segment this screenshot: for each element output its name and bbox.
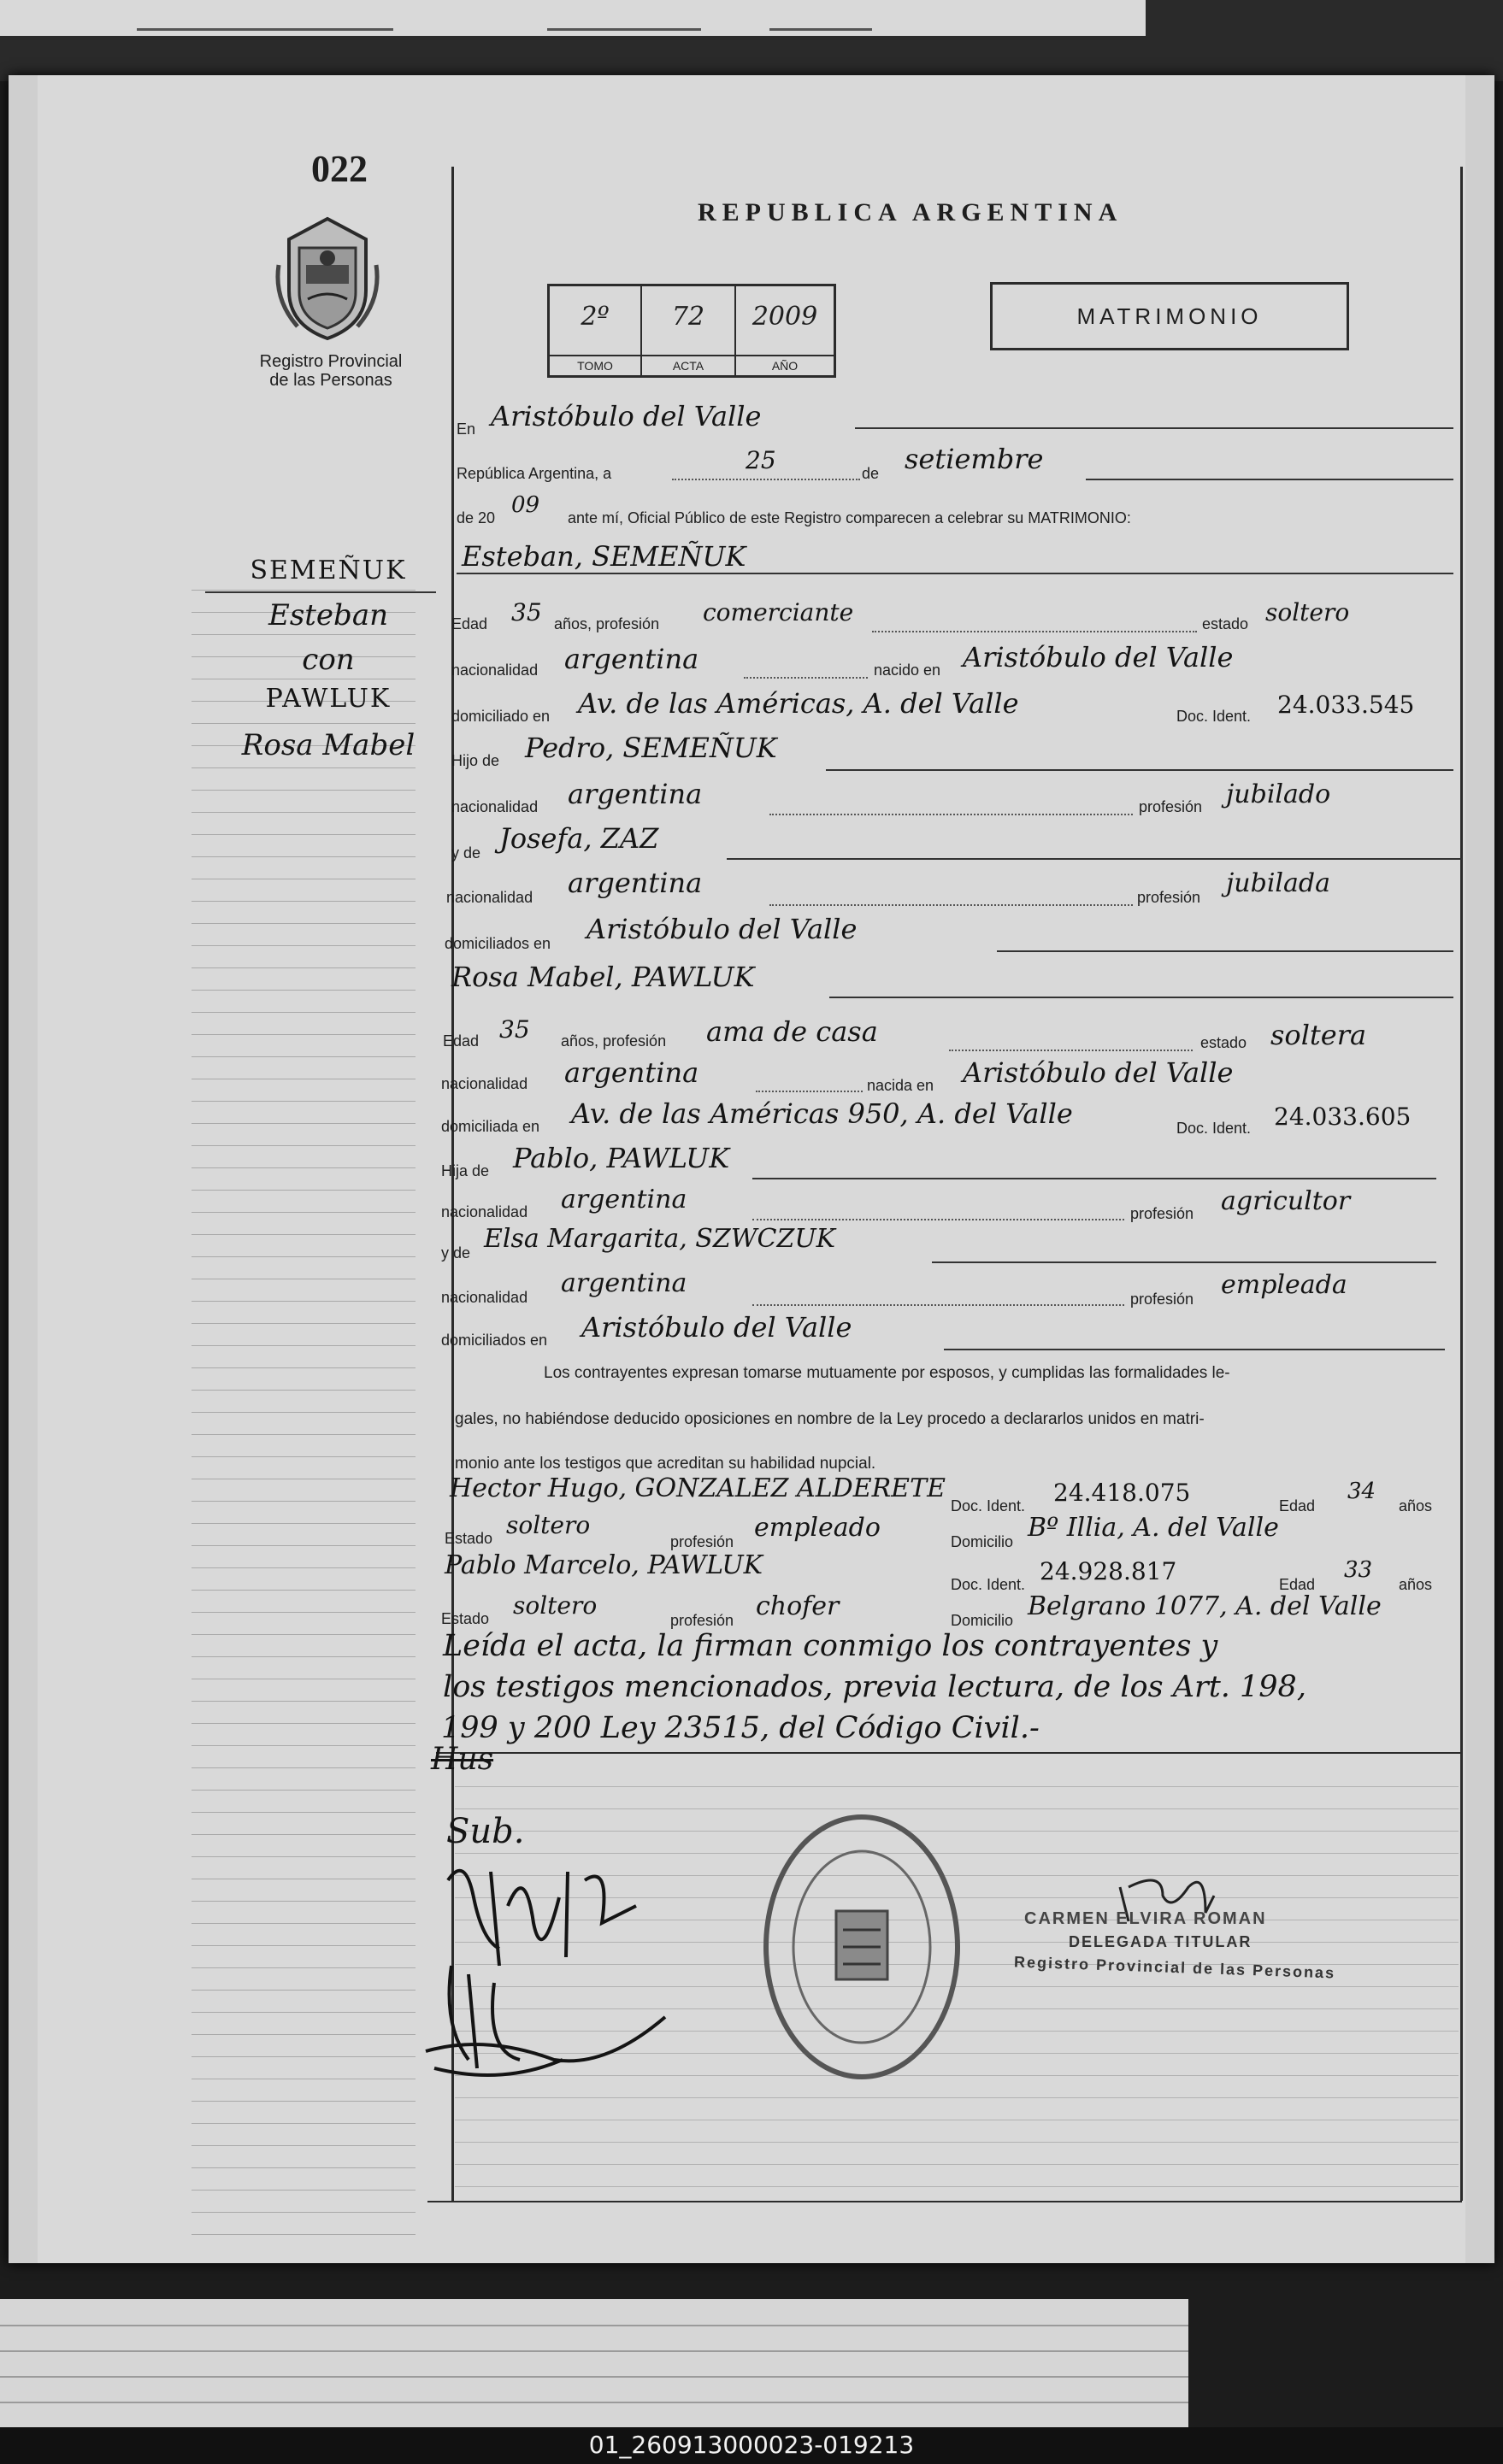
right-column-rule — [1460, 167, 1463, 2201]
label-groom-doc: Doc. Ident. — [1176, 708, 1252, 725]
ruled-line — [455, 2164, 1459, 2165]
bride-mother-profession: empleada — [1221, 1270, 1347, 1300]
ruled-line — [192, 1434, 416, 1435]
ceremony-year-suffix: 09 — [511, 492, 540, 518]
ruled-line — [192, 1923, 416, 1924]
witness1-profession: empleado — [754, 1513, 881, 1543]
groom-status: soltero — [1265, 598, 1350, 626]
ruled-line — [455, 2186, 1459, 2187]
ruled-line — [192, 923, 416, 924]
coat-of-arms-icon — [272, 214, 383, 342]
groom-profession: comerciante — [703, 598, 854, 626]
witness2-age: 33 — [1344, 1557, 1373, 1583]
label-groom-status: estado — [1202, 615, 1249, 632]
closing-line-3: 199 y 200 Ley 23515, del Código Civil.- — [441, 1711, 1040, 1745]
next-page-edge — [0, 2299, 1188, 2436]
strikethrough-mark: Hus — [431, 1742, 494, 1777]
witness2-profession: chofer — [756, 1591, 840, 1621]
ruled-line — [192, 2145, 416, 2146]
ruled-line — [192, 1256, 416, 1257]
ruled-line — [192, 1145, 416, 1146]
image-id: 01_260913000023-019213 — [588, 2431, 915, 2459]
ruled-line — [192, 1234, 416, 1235]
groom-doc: 24.033.545 — [1277, 691, 1415, 719]
act-type: MATRIMONIO — [990, 282, 1349, 350]
groom-nationality: argentina — [564, 643, 699, 675]
label-bride-doc: Doc. Ident. — [1176, 1120, 1252, 1137]
ruled-line — [192, 1612, 416, 1613]
bride-profession: ama de casa — [706, 1015, 878, 1048]
ruled-line — [455, 2142, 1459, 2143]
label-bride-years-profession: años, profesión — [561, 1032, 667, 1050]
label-groom-years-profession: años, profesión — [554, 615, 660, 632]
ruled-line — [192, 1367, 416, 1368]
ruled-line — [192, 1701, 416, 1702]
ruled-line — [192, 2123, 416, 2124]
witness2-status: soltero — [513, 1591, 598, 1620]
groom-father-profession: jubilado — [1226, 779, 1331, 809]
groom-father: Pedro, SEMEÑUK — [525, 732, 777, 764]
bride-doc: 24.033.605 — [1274, 1103, 1412, 1131]
ruled-line — [192, 1345, 416, 1346]
ceremony-day: 25 — [746, 446, 776, 474]
ruled-line — [192, 990, 416, 991]
witness1-doc: 24.418.075 — [1053, 1479, 1191, 1507]
label-groom-nationality: nacionalidad — [451, 662, 539, 679]
label-groom-father-profession: profesión — [1139, 798, 1203, 815]
subscription-mark: Sub. — [446, 1812, 525, 1851]
groom-mother-profession: jubilada — [1226, 868, 1330, 898]
witness1-status: soltero — [506, 1511, 591, 1539]
ruled-line — [192, 812, 416, 813]
margin-bride-name: Rosa Mabel — [241, 728, 416, 762]
label-country: República Argentina, a — [457, 465, 612, 482]
label-witness2-age: Edad — [1279, 1576, 1316, 1593]
ruled-line — [192, 2190, 416, 2191]
label-witness1-years: años — [1399, 1497, 1433, 1514]
bride-name: Rosa Mabel, PAWLUK — [451, 961, 755, 993]
declaration-line-3: monio ante los testigos que acreditan su habilidad nupcial. — [455, 1455, 876, 1473]
ruled-line — [192, 1390, 416, 1391]
ruled-line — [192, 1567, 416, 1568]
bride-mother: Elsa Margarita, SZWCZUK — [484, 1224, 836, 1254]
groom-father-nationality: argentina — [568, 778, 703, 810]
ruled-line — [192, 1945, 416, 1946]
ruled-line — [192, 1634, 416, 1635]
label-bride-daughter-of: Hija de — [441, 1162, 490, 1179]
year-value: 2009 — [752, 302, 818, 332]
ruled-line — [192, 2034, 416, 2035]
ruled-line — [192, 1167, 416, 1168]
signature-bride — [417, 1957, 674, 2094]
ruled-line — [455, 1786, 1459, 1787]
label-bride-mother-profession: profesión — [1130, 1291, 1194, 1308]
closing-line-1: Leída el acta, la firman conmigo los contrayentes y — [443, 1629, 1218, 1663]
margin-groom-name: Esteban — [268, 598, 388, 632]
closing-rule — [436, 1752, 1460, 1754]
ruled-line — [192, 2012, 416, 2013]
declaration-line-1: Los contrayentes expresan tomarse mutuamente por esposos, y cumplidas las formalidades le- — [544, 1364, 1230, 1382]
registry-seal — [759, 1810, 964, 2084]
ruled-line — [192, 2101, 416, 2102]
label-bride-father-profession: profesión — [1130, 1205, 1194, 1222]
ruled-line — [192, 1967, 416, 1968]
bride-parents-domicile: Aristóbulo del Valle — [581, 1311, 852, 1344]
ruled-line — [192, 856, 416, 857]
official-office: Registro Provincial de las Personas — [1013, 1953, 1336, 1982]
margin-connector: con — [302, 643, 355, 677]
groom-parents-domicile: Aristóbulo del Valle — [586, 913, 858, 945]
form-number: 022 — [311, 148, 368, 190]
label-witness1-doc: Doc. Ident. — [951, 1497, 1026, 1514]
witness2-name: Pablo Marcelo, PAWLUK — [445, 1550, 763, 1580]
witness1-name: Hector Hugo, GONZALEZ ALDERETE — [450, 1473, 946, 1503]
act-value: 72 — [671, 302, 705, 332]
label-bride-parents-domicile: domiciliados en — [441, 1332, 548, 1349]
ruled-line — [192, 834, 416, 835]
label-witness2-status: Estado — [441, 1610, 490, 1627]
act-cell — [642, 286, 736, 375]
ruled-line — [192, 1301, 416, 1302]
ruled-line — [192, 1034, 416, 1035]
label-bride-born: nacida en — [867, 1077, 934, 1094]
label-witness2-doc: Doc. Ident. — [951, 1576, 1026, 1593]
label-bride-father-nationality: nacionalidad — [441, 1203, 528, 1220]
bride-nationality: argentina — [564, 1056, 699, 1089]
groom-birthplace: Aristóbulo del Valle — [963, 641, 1234, 673]
groom-mother: Josefa, ZAZ — [499, 822, 659, 855]
ruled-line — [192, 945, 416, 946]
label-groom-domicile: domiciliado en — [451, 708, 551, 725]
volume-value: 2º — [581, 302, 610, 332]
ceremony-month: setiembre — [905, 443, 1044, 475]
act-caption: ACTA — [642, 355, 734, 375]
signature-groom — [439, 1846, 645, 1974]
label-bride-domicile: domiciliada en — [441, 1118, 540, 1135]
groom-mother-nationality: argentina — [568, 867, 703, 899]
label-bride-age: Edad — [443, 1032, 480, 1050]
label-witness2-domicile: Domicilio — [951, 1612, 1014, 1629]
volume-caption: TOMO — [550, 355, 640, 375]
ruled-line — [192, 1656, 416, 1657]
bride-father-profession: agricultor — [1221, 1186, 1351, 1216]
label-groom-and-of: y de — [451, 844, 481, 862]
ruled-line — [192, 767, 416, 768]
ceremony-place: Aristóbulo del Valle — [491, 400, 762, 432]
groom-name: Esteban, SEMEÑUK — [462, 540, 746, 573]
bride-father-nationality: argentina — [561, 1185, 687, 1214]
groom-domicile: Av. de las Américas, A. del Valle — [578, 687, 1019, 720]
ruled-line — [192, 2167, 416, 2168]
official-name: CARMEN ELVIRA ROMAN — [1024, 1909, 1267, 1928]
ruled-line — [192, 1790, 416, 1791]
appearance-text: ante mí, Oficial Público de este Registro comparecen a celebrar su MATRIMONIO: — [568, 509, 1131, 526]
bottom-rule — [427, 2201, 1462, 2202]
label-year-prefix: de 20 — [457, 509, 496, 526]
ruled-line — [192, 1523, 416, 1524]
ruled-line — [192, 1590, 416, 1591]
ruled-line — [192, 1723, 416, 1724]
label-witness2-years: años — [1399, 1576, 1433, 1593]
ruled-line — [192, 1545, 416, 1546]
declaration-line-2: gales, no habiéndose deducido oposiciones en nombre de la Ley procedo a declararlos unidos en matri- — [455, 1410, 1205, 1428]
label-witness1-domicile: Domicilio — [951, 1533, 1014, 1550]
ruled-line — [192, 1012, 416, 1013]
ruled-line — [192, 790, 416, 791]
margin-groom-surname: SEMEÑUK — [250, 556, 407, 585]
closing-line-2: los testigos mencionados, previa lectura, de los Art. 198, — [443, 1670, 1306, 1704]
bride-father: Pablo, PAWLUK — [513, 1142, 730, 1174]
label-groom-father-nationality: nacionalidad — [451, 798, 539, 815]
label-groom-born: nacido en — [874, 662, 941, 679]
label-groom-age: Edad — [451, 615, 488, 632]
ruled-line — [192, 1767, 416, 1768]
ruled-line — [192, 1856, 416, 1857]
ruled-line — [192, 901, 416, 902]
ruled-line — [192, 1456, 416, 1457]
label-groom-parents-domicile: domiciliados en — [445, 935, 551, 952]
label-bride-nationality: nacionalidad — [441, 1075, 528, 1092]
ruled-line — [192, 1190, 416, 1191]
ruled-line — [192, 1101, 416, 1102]
ruled-line — [192, 1056, 416, 1057]
groom-age: 35 — [511, 598, 542, 626]
ruled-line — [192, 2234, 416, 2235]
witness1-age: 34 — [1347, 1479, 1376, 1504]
label-groom-mother-profession: profesión — [1137, 889, 1201, 906]
ruled-line — [192, 1812, 416, 1813]
label-bride-and-of: y de — [441, 1244, 471, 1261]
issuer-name: Registro Provincial de las Personas — [259, 352, 403, 390]
bride-domicile: Av. de las Américas 950, A. del Valle — [571, 1097, 1073, 1130]
label-witness1-profession: profesión — [670, 1533, 734, 1550]
bride-status: soltera — [1270, 1019, 1367, 1051]
label-witness1-status: Estado — [445, 1530, 493, 1547]
ruled-line — [192, 1412, 416, 1413]
ruled-line — [192, 634, 416, 635]
label-of: de — [862, 465, 880, 482]
label-bride-mother-nationality: nacionalidad — [441, 1289, 528, 1306]
label-bride-status: estado — [1200, 1034, 1247, 1051]
bride-birthplace: Aristóbulo del Valle — [963, 1056, 1234, 1089]
witness2-domicile: Belgrano 1077, A. del Valle — [1028, 1591, 1382, 1621]
volume-cell — [550, 286, 642, 375]
ruled-line — [192, 1123, 416, 1124]
label-groom-son-of: Hijo de — [451, 752, 500, 769]
ruled-line — [192, 590, 416, 591]
ruled-line — [192, 1501, 416, 1502]
ruled-line — [192, 1323, 416, 1324]
reference-table — [547, 284, 836, 378]
ruled-line — [455, 1808, 1459, 1809]
label-witness1-age: Edad — [1279, 1497, 1316, 1514]
ruled-line — [455, 2097, 1459, 2098]
bride-mother-nationality: argentina — [561, 1268, 687, 1298]
ruled-line — [192, 1212, 416, 1213]
ruled-line — [192, 723, 416, 724]
witness1-domicile: Bº Illia, A. del Valle — [1028, 1513, 1279, 1543]
ruled-line — [192, 1834, 416, 1835]
country-heading: REPUBLICA ARGENTINA — [698, 198, 1123, 226]
witness2-doc: 24.928.817 — [1040, 1557, 1177, 1585]
margin-bride-surname: PAWLUK — [265, 684, 392, 714]
year-cell — [736, 286, 834, 375]
ruled-line — [192, 2212, 416, 2213]
year-caption: AÑO — [736, 355, 834, 375]
ruled-line — [192, 1990, 416, 1991]
ruled-line — [192, 1745, 416, 1746]
bride-age: 35 — [499, 1015, 530, 1044]
previous-page-edge — [0, 0, 1146, 36]
ruled-line — [192, 967, 416, 968]
label-witness2-profession: profesión — [670, 1612, 734, 1629]
label-groom-mother-nationality: nacionalidad — [446, 889, 533, 906]
ruled-line — [192, 1901, 416, 1902]
label-in: En — [457, 420, 476, 438]
official-title: DELEGADA TITULAR — [1069, 1933, 1252, 1950]
ruled-line — [192, 2056, 416, 2057]
